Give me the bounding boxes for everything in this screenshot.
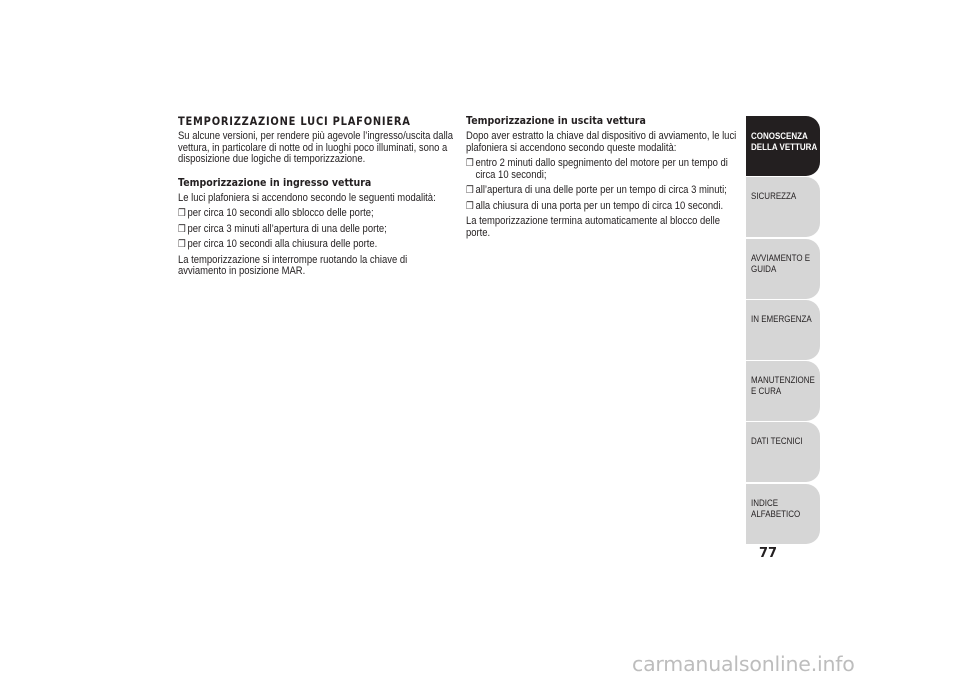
watermark: carmanualsonline.info — [632, 652, 855, 676]
entry-lead: Le luci plafoniera si accendono secondo le seguenti modalità: — [178, 191, 436, 204]
list-item: ❒ alla chiusura di una porta per un tempo di circa 10 secondi. — [466, 199, 724, 212]
subheading-exit: Temporizzazione in uscita vettura — [466, 114, 646, 127]
tab-sicurezza[interactable]: SICUREZZA — [746, 177, 820, 237]
list-item: ❒ per circa 3 minuti all’apertura di una delle porte; — [178, 222, 387, 235]
exit-lead: Dopo aver estratto la chiave dal dispositivo di avviamento, le luci plafoniera si accendono secondo queste modalità: — [466, 130, 737, 154]
entry-closing: La temporizzazione si interrompe ruotando la chiave di avviamento in posizione MAR. — [178, 253, 408, 277]
exit-closing: La temporizzazione termina automaticamente al blocco delle porte. — [466, 215, 720, 239]
tab-avviamento-e-guida[interactable]: AVVIAMENTO E GUIDA — [746, 239, 820, 299]
checkbox-bullet-icon: ❒ — [178, 239, 186, 250]
right-column — [466, 114, 742, 243]
chapter-tabs — [746, 116, 820, 545]
exit-list — [466, 158, 742, 212]
entry-list — [178, 208, 454, 251]
tab-manutenzione-e-cura[interactable]: MANUTENZIONE E CURA — [746, 361, 820, 421]
tab-dati-tecnici[interactable]: DATI TECNICI — [746, 422, 820, 482]
tab-conoscenza-della-vettura[interactable]: CONOSCENZA DELLA VETTURA — [746, 116, 820, 176]
tab-indice-alfabetico[interactable]: INDICE ALFABETICO — [746, 484, 820, 544]
checkbox-bullet-icon: ❒ — [466, 185, 474, 196]
subheading-entry: Temporizzazione in ingresso vettura — [178, 175, 372, 189]
checkbox-bullet-icon: ❒ — [466, 200, 474, 212]
page-number: 77 — [759, 546, 778, 561]
checkbox-bullet-icon: ❒ — [466, 158, 474, 169]
tab-in-emergenza[interactable]: IN EMERGENZA — [746, 300, 820, 360]
checkbox-bullet-icon: ❒ — [178, 208, 186, 219]
list-item: ❒ all’apertura di una delle porte per un tempo di circa 3 minuti; — [466, 184, 727, 196]
checkbox-bullet-icon: ❒ — [178, 223, 186, 235]
intro-paragraph: Su alcune versioni, per rendere più agevole l’ingresso/uscita dalla vettura, in particolare di notte od in luoghi poco illuminati, sono a disposizione due logiche di temporizzazione. — [178, 130, 454, 165]
list-item: ❒ per circa 10 secondi allo sblocco delle porte; — [178, 207, 374, 219]
left-column — [178, 114, 454, 282]
section-title: TEMPORIZZAZIONE LUCI PLAFONIERA — [178, 114, 411, 128]
list-item: ❒ entro 2 minuti dallo spegnimento del motore per un tempo di circa 10 secondi; — [466, 157, 728, 181]
list-item: ❒ per circa 10 secondi alla chiusura delle porte. — [178, 238, 378, 250]
